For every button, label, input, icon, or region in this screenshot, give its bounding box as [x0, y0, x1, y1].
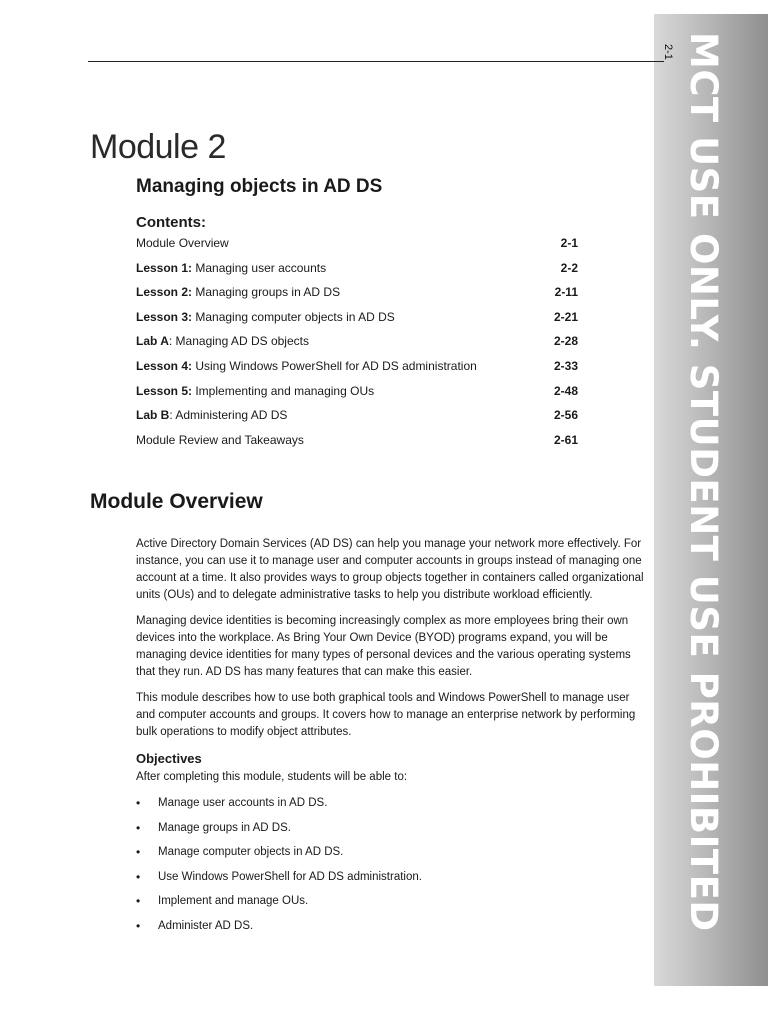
overview-paragraph: Managing device identities is becoming increasingly complex as more employees bring their own devices into the workplace. As Bring Your Own Device (BYOD) programs expand, you will be managing device identities for many types of personal devices and the various operating systems that they run. AD DS has many features that can make this easier. — [136, 615, 631, 678]
toc-prefix: Lesson 5: — [136, 383, 193, 398]
page-number: 2-1 — [662, 44, 674, 60]
toc-page-number: 2-33 — [553, 358, 578, 373]
module-title: Module 2 — [90, 128, 226, 166]
objectives-heading: Objectives — [136, 751, 202, 766]
objective-item — [136, 795, 648, 820]
toc-entry — [136, 261, 326, 275]
toc-row-lesson-5[interactable] — [136, 384, 578, 409]
toc-entry — [136, 359, 477, 373]
objective-text: Use Windows PowerShell for AD DS administration. — [158, 870, 422, 883]
toc-label: Managing user accounts — [192, 260, 327, 275]
overview-paragraph: This module describes how to use both graphical tools and Windows PowerShell to manage user and computer accounts and groups. It covers how to manage an enterprise network by performing bulk operations to modify object attributes. — [136, 692, 636, 738]
toc-entry — [136, 310, 395, 324]
header-rule — [88, 61, 664, 62]
bullet-icon: • — [136, 869, 141, 884]
toc-prefix: Lesson 2: — [136, 285, 193, 300]
toc-row-lesson-2[interactable] — [136, 285, 578, 310]
toc-page-number: 2-56 — [553, 408, 578, 423]
module-subtitle: Managing objects in AD DS — [136, 176, 383, 197]
toc-row-module-overview[interactable] — [136, 236, 578, 261]
toc-prefix: Lesson 4: — [136, 358, 193, 373]
objective-text: Manage groups in AD DS. — [158, 821, 291, 834]
objective-item — [136, 820, 648, 845]
toc-prefix: Lesson 3: — [136, 309, 193, 324]
watermark-text: MCT USE ONLY. STUDENT USE PROHIBITED — [682, 32, 725, 932]
objective-item — [136, 893, 648, 918]
objective-item — [136, 869, 648, 894]
bullet-icon: • — [136, 796, 141, 810]
toc-label: : Administering AD DS — [169, 408, 288, 423]
toc-entry — [136, 408, 287, 422]
toc-row-lab-b[interactable] — [136, 408, 578, 433]
toc-page-number: 2-1 — [560, 236, 578, 250]
bullet-icon: • — [136, 894, 141, 909]
objective-text: Manage user accounts in AD DS. — [158, 797, 328, 809]
toc-label: Managing groups in AD DS — [192, 285, 341, 300]
toc-page-number: 2-2 — [560, 260, 578, 275]
toc-page-number: 2-21 — [553, 309, 578, 324]
toc-label: Module Overview — [136, 236, 229, 250]
contents-heading: Contents: — [136, 214, 206, 231]
toc-entry — [136, 285, 340, 299]
objectives-intro: After completing this module, students will be able to: — [136, 771, 408, 783]
toc-entry — [136, 384, 374, 398]
bullet-icon: • — [136, 918, 141, 933]
overview-heading: Module Overview — [90, 490, 263, 513]
toc-entry — [136, 236, 229, 250]
table-of-contents — [136, 236, 578, 457]
toc-label: Module Review and Takeaways — [136, 432, 304, 447]
bullet-icon: • — [136, 820, 141, 835]
objective-text: Implement and manage OUs. — [158, 895, 309, 908]
overview-body — [136, 536, 648, 943]
toc-label: Managing computer objects in AD DS — [192, 309, 395, 324]
bullet-icon: • — [136, 845, 141, 860]
objective-item — [136, 918, 648, 943]
watermark-band — [654, 14, 768, 986]
toc-prefix: Lab B — [136, 408, 170, 423]
toc-page-number: 2-11 — [554, 285, 578, 300]
objective-text: Manage computer objects in AD DS. — [158, 846, 344, 859]
toc-label: Implementing and managing OUs — [192, 383, 375, 398]
toc-page-number: 2-48 — [553, 383, 578, 398]
toc-row-module-review[interactable] — [136, 433, 578, 458]
toc-entry — [136, 334, 309, 348]
toc-row-lab-a[interactable] — [136, 334, 578, 359]
overview-paragraph: Active Directory Domain Services (AD DS) can help you manage your network more effectively. For instance, you can use it to manage user and computer accounts in groups instead of managing one account at a time. It also provides ways to group objects together in containers called organizational units (OUs) and to delegate administrative tasks to help you distribute workload efficiently. — [136, 538, 644, 601]
toc-page-number: 2-28 — [553, 334, 578, 349]
objective-text: Administer AD DS. — [158, 919, 254, 932]
toc-entry — [136, 433, 304, 447]
objective-item — [136, 844, 648, 869]
objectives-list — [136, 795, 648, 943]
toc-prefix: Lesson 1: — [136, 260, 193, 275]
toc-row-lesson-1[interactable] — [136, 261, 578, 286]
toc-row-lesson-4[interactable] — [136, 359, 578, 384]
toc-page-number: 2-61 — [553, 432, 578, 447]
toc-prefix: Lab A — [136, 334, 169, 349]
toc-label: Using Windows PowerShell for AD DS administration — [192, 358, 477, 373]
toc-label: : Managing AD DS objects — [168, 334, 309, 349]
toc-row-lesson-3[interactable] — [136, 310, 578, 335]
